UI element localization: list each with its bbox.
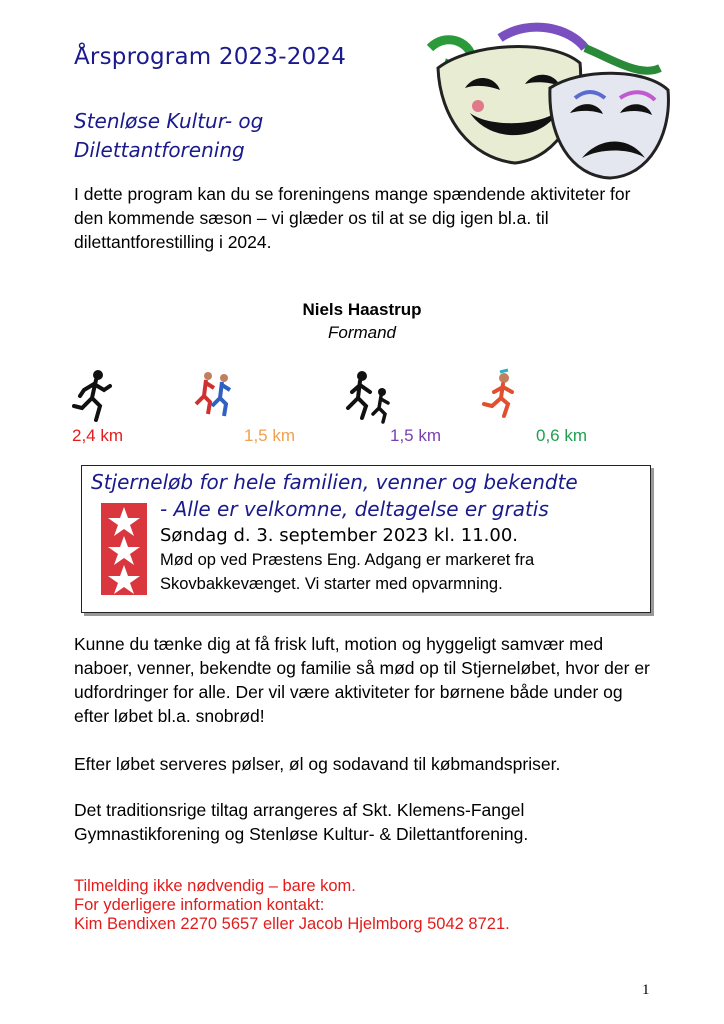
page-title: Årsprogram 2023-2024: [74, 44, 347, 70]
intro-paragraph: I dette program kan du se foreningens mange spændende aktiviteter for den kommende sæson – vi glæder os til at se dig igen bl.a. til dilettantforestilling i 2024.: [74, 184, 631, 252]
runner-icon: [70, 368, 130, 424]
event-location-line2: Skovbakkevænget. Vi starter med opvarmning.: [160, 575, 503, 593]
distance-label: 1,5 km: [244, 426, 296, 445]
association-name-line2: Dilettantforening: [74, 138, 245, 162]
event-heading: Stjerneløb for hele familien, venner og bekendte: [91, 470, 578, 494]
theater-masks-icon: [410, 18, 678, 180]
distance-label: 1,5 km: [390, 426, 442, 445]
chair-role: Formand: [327, 323, 397, 342]
page-number: 1: [642, 982, 650, 998]
parent-child-runners-icon: [342, 368, 402, 424]
event-date: Søndag d. 3. september 2023 kl. 11.00.: [160, 525, 519, 546]
signup-note: Tilmelding ikke nødvendig – bare kom.: [74, 877, 356, 895]
distance-label: 2,4 km: [72, 426, 124, 445]
refreshments-paragraph: Efter løbet serveres pølser, øl og sodavand til købmandspriser.: [74, 754, 561, 774]
child-runner-icon: [474, 368, 534, 424]
event-location-line1: Mød op ved Præstens Eng. Adgang er markeret fra: [160, 551, 535, 569]
description-paragraph: Kunne du tænke dig at få frisk luft, motion og hyggeligt samvær med naboer, venner, bekendte og familie så mød op til Stjerneløbet, hvor der er udfordringer for alle. Der vil være aktiviteter for børnene både under og efter løbet bl.a. snobrød!: [74, 634, 650, 726]
star-flag-icon: [101, 503, 147, 595]
runners-pair-icon: [186, 368, 246, 424]
association-name: [74, 107, 263, 165]
organizers-paragraph: Det traditionsrige tiltag arrangeres af Skt. Klemens-Fangel Gymnastikforening og Stenløse Kultur- & Dilettantforening.: [74, 800, 529, 844]
event-subheading: - Alle er velkomne, deltagelse er gratis: [160, 497, 549, 521]
contact-heading: For yderligere information kontakt:: [74, 896, 325, 914]
association-name-line1: Stenløse Kultur- og: [74, 109, 264, 133]
contact-details: Kim Bendixen 2270 5657 eller Jacob Hjelmborg 5042 8721.: [74, 915, 510, 933]
chair-name: Niels Haastrup: [302, 300, 422, 319]
distance-label: 0,6 km: [536, 426, 588, 445]
